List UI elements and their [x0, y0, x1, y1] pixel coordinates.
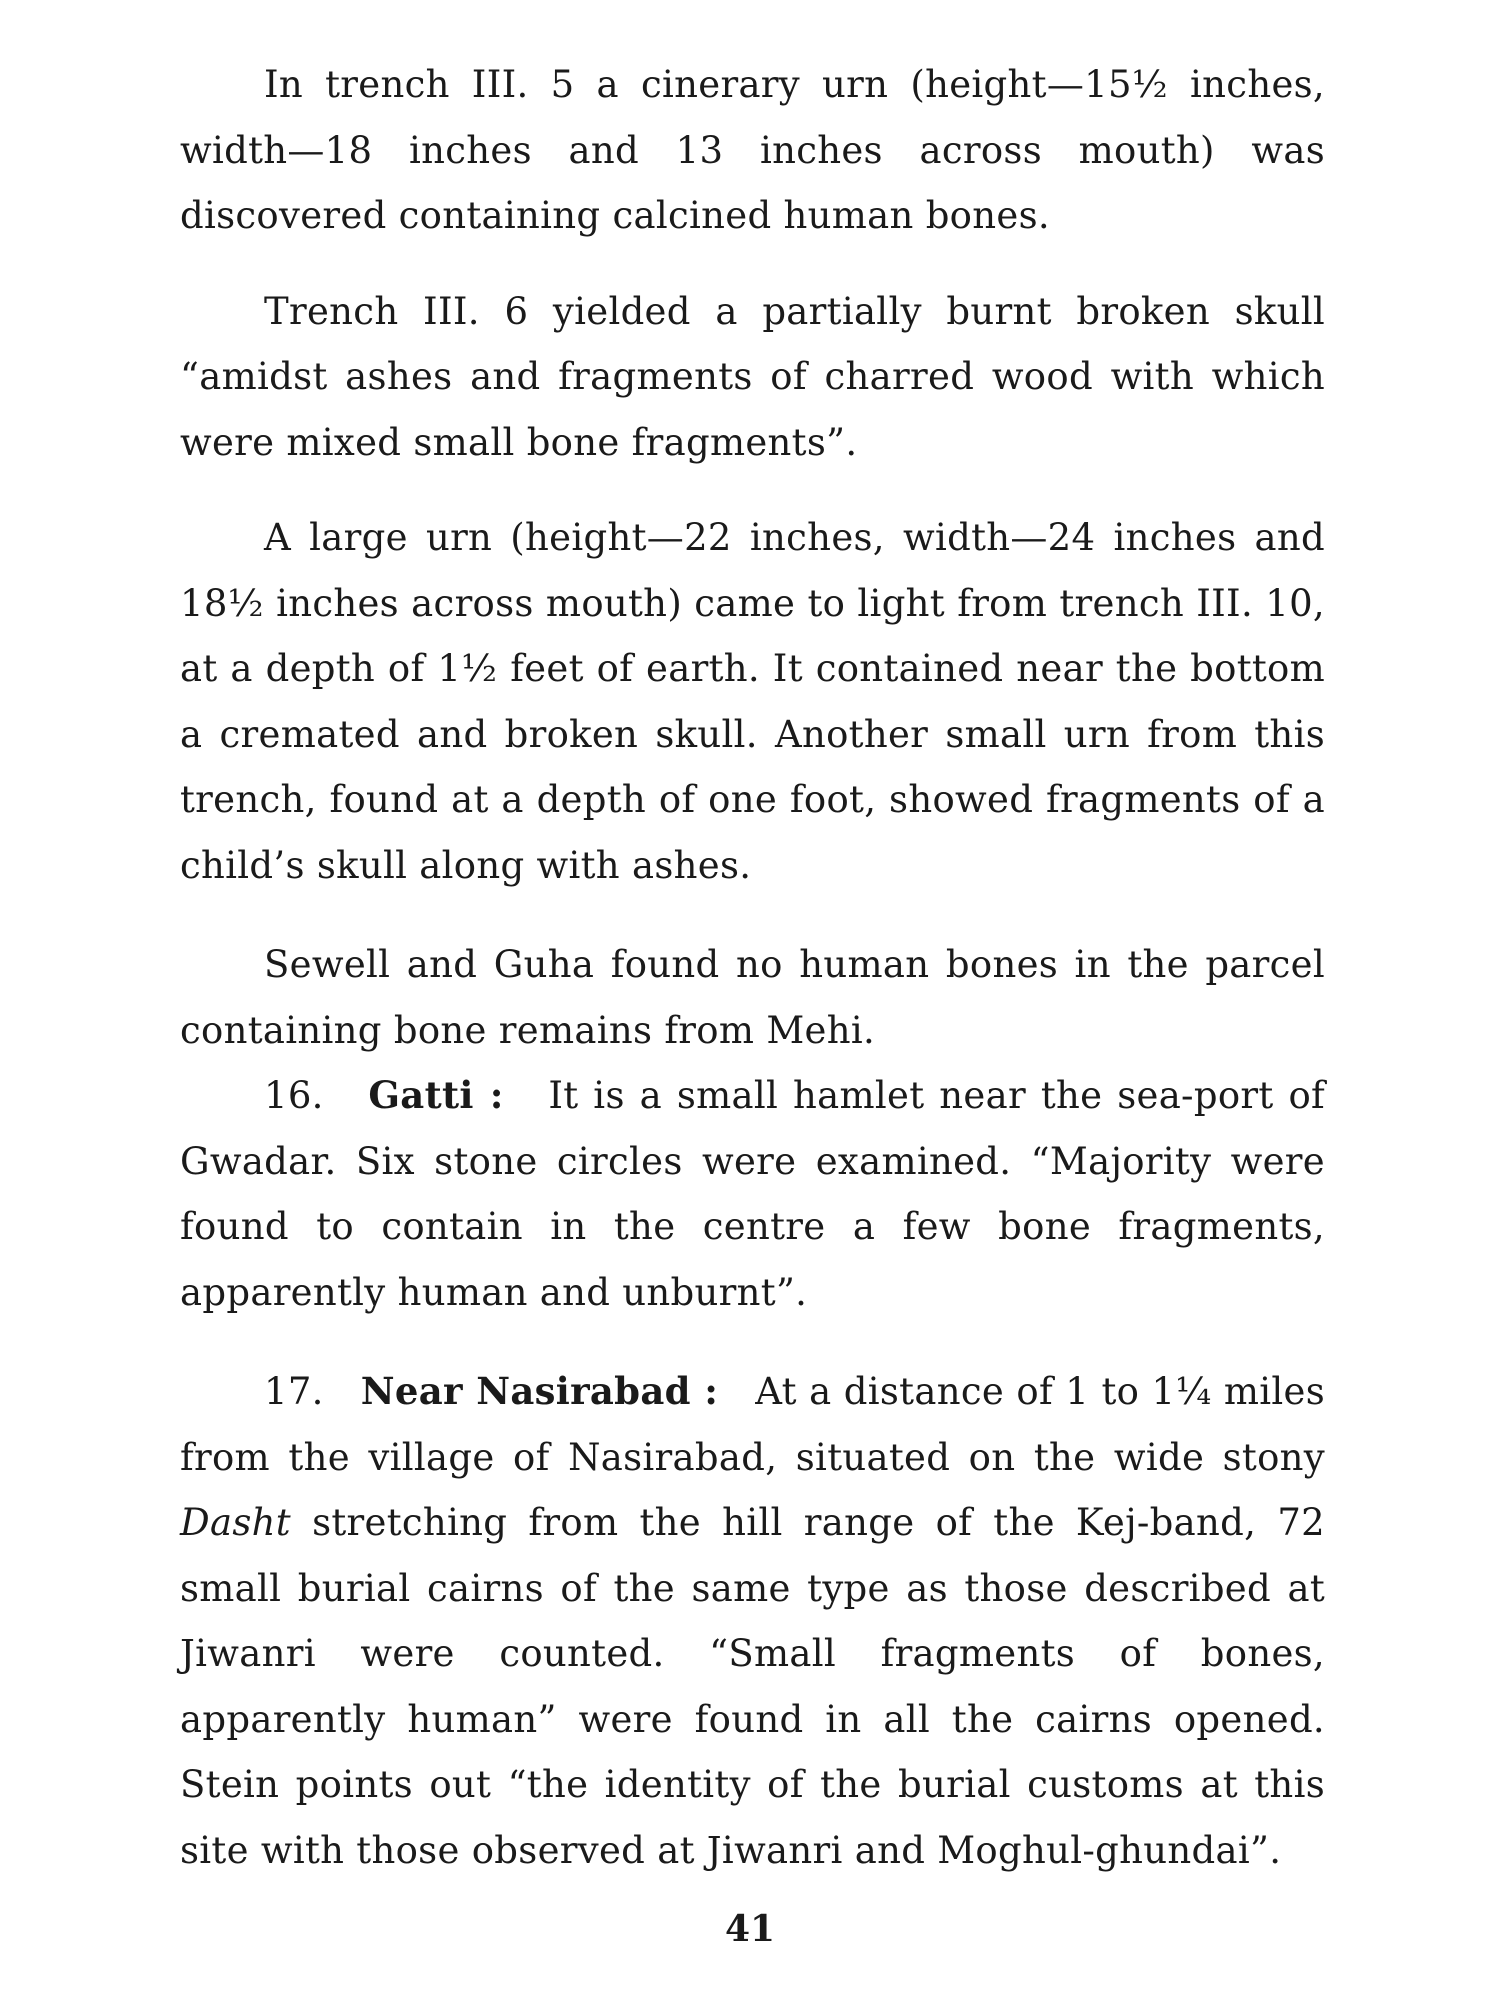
section-body-nasirabad-part2: stretching from the hill range of the Kej-band, 72 small burial cairns of the same type as those described at Jiwanri were counted. “Small fragments of bones, apparently human” were found in all the cairns opened. Stein points out “the identity of the burial customs at this site with those observed at Jiwanri and Moghul-ghundai”.	[180, 1501, 1325, 1872]
section-heading-gatti: Gatti :	[368, 1073, 504, 1117]
section-gatti	[180, 1063, 1325, 1325]
section-near-nasirabad	[180, 1359, 1325, 1883]
paragraph-sewell-guha: Sewell and Guha found no human bones in the parcel containing bone remains from Mehi.	[180, 943, 1325, 1052]
section-heading-near-nasirabad: Near Nasirabad :	[360, 1369, 719, 1413]
paragraph-trench-3-6: Trench III. 6 yielded a partially burnt broken skull “amidst ashes and fragments of charred wood with which were mixed small bone fragments”.	[180, 289, 1325, 464]
section-body-gatti: It is a small hamlet near the sea-port of Gwadar. Six stone circles were examined. “Majority were found to contain in the centre a few bone fragments, apparently human and unburnt”.	[180, 1074, 1326, 1314]
section-number-16: 16.	[264, 1074, 324, 1117]
section-body-nasirabad-part1: At a distance of 1 to 1¼ miles from the village of Nasirabad, situated on the wide stony	[180, 1370, 1326, 1479]
page-body	[180, 52, 1325, 1883]
page-number: 41	[724, 1908, 776, 1950]
paragraph-large-urn: A large urn (height—22 inches, width—24 inches and 18½ inches across mouth) came to light from trench III. 10, at a depth of 1½ feet of earth. It contained near the bottom a cremated and broken skull. Another small urn from this trench, found at a depth of one foot, showed fragments of a child’s skull along with ashes.	[180, 516, 1325, 887]
paragraph-trench-3-5: In trench III. 5 a cinerary urn (height—15½ inches, width—18 inches and 13 inches across mouth) was discovered containing calcined human bones.	[180, 63, 1325, 237]
section-number-17: 17.	[264, 1370, 324, 1413]
italic-term-dasht: Dasht	[180, 1501, 291, 1544]
